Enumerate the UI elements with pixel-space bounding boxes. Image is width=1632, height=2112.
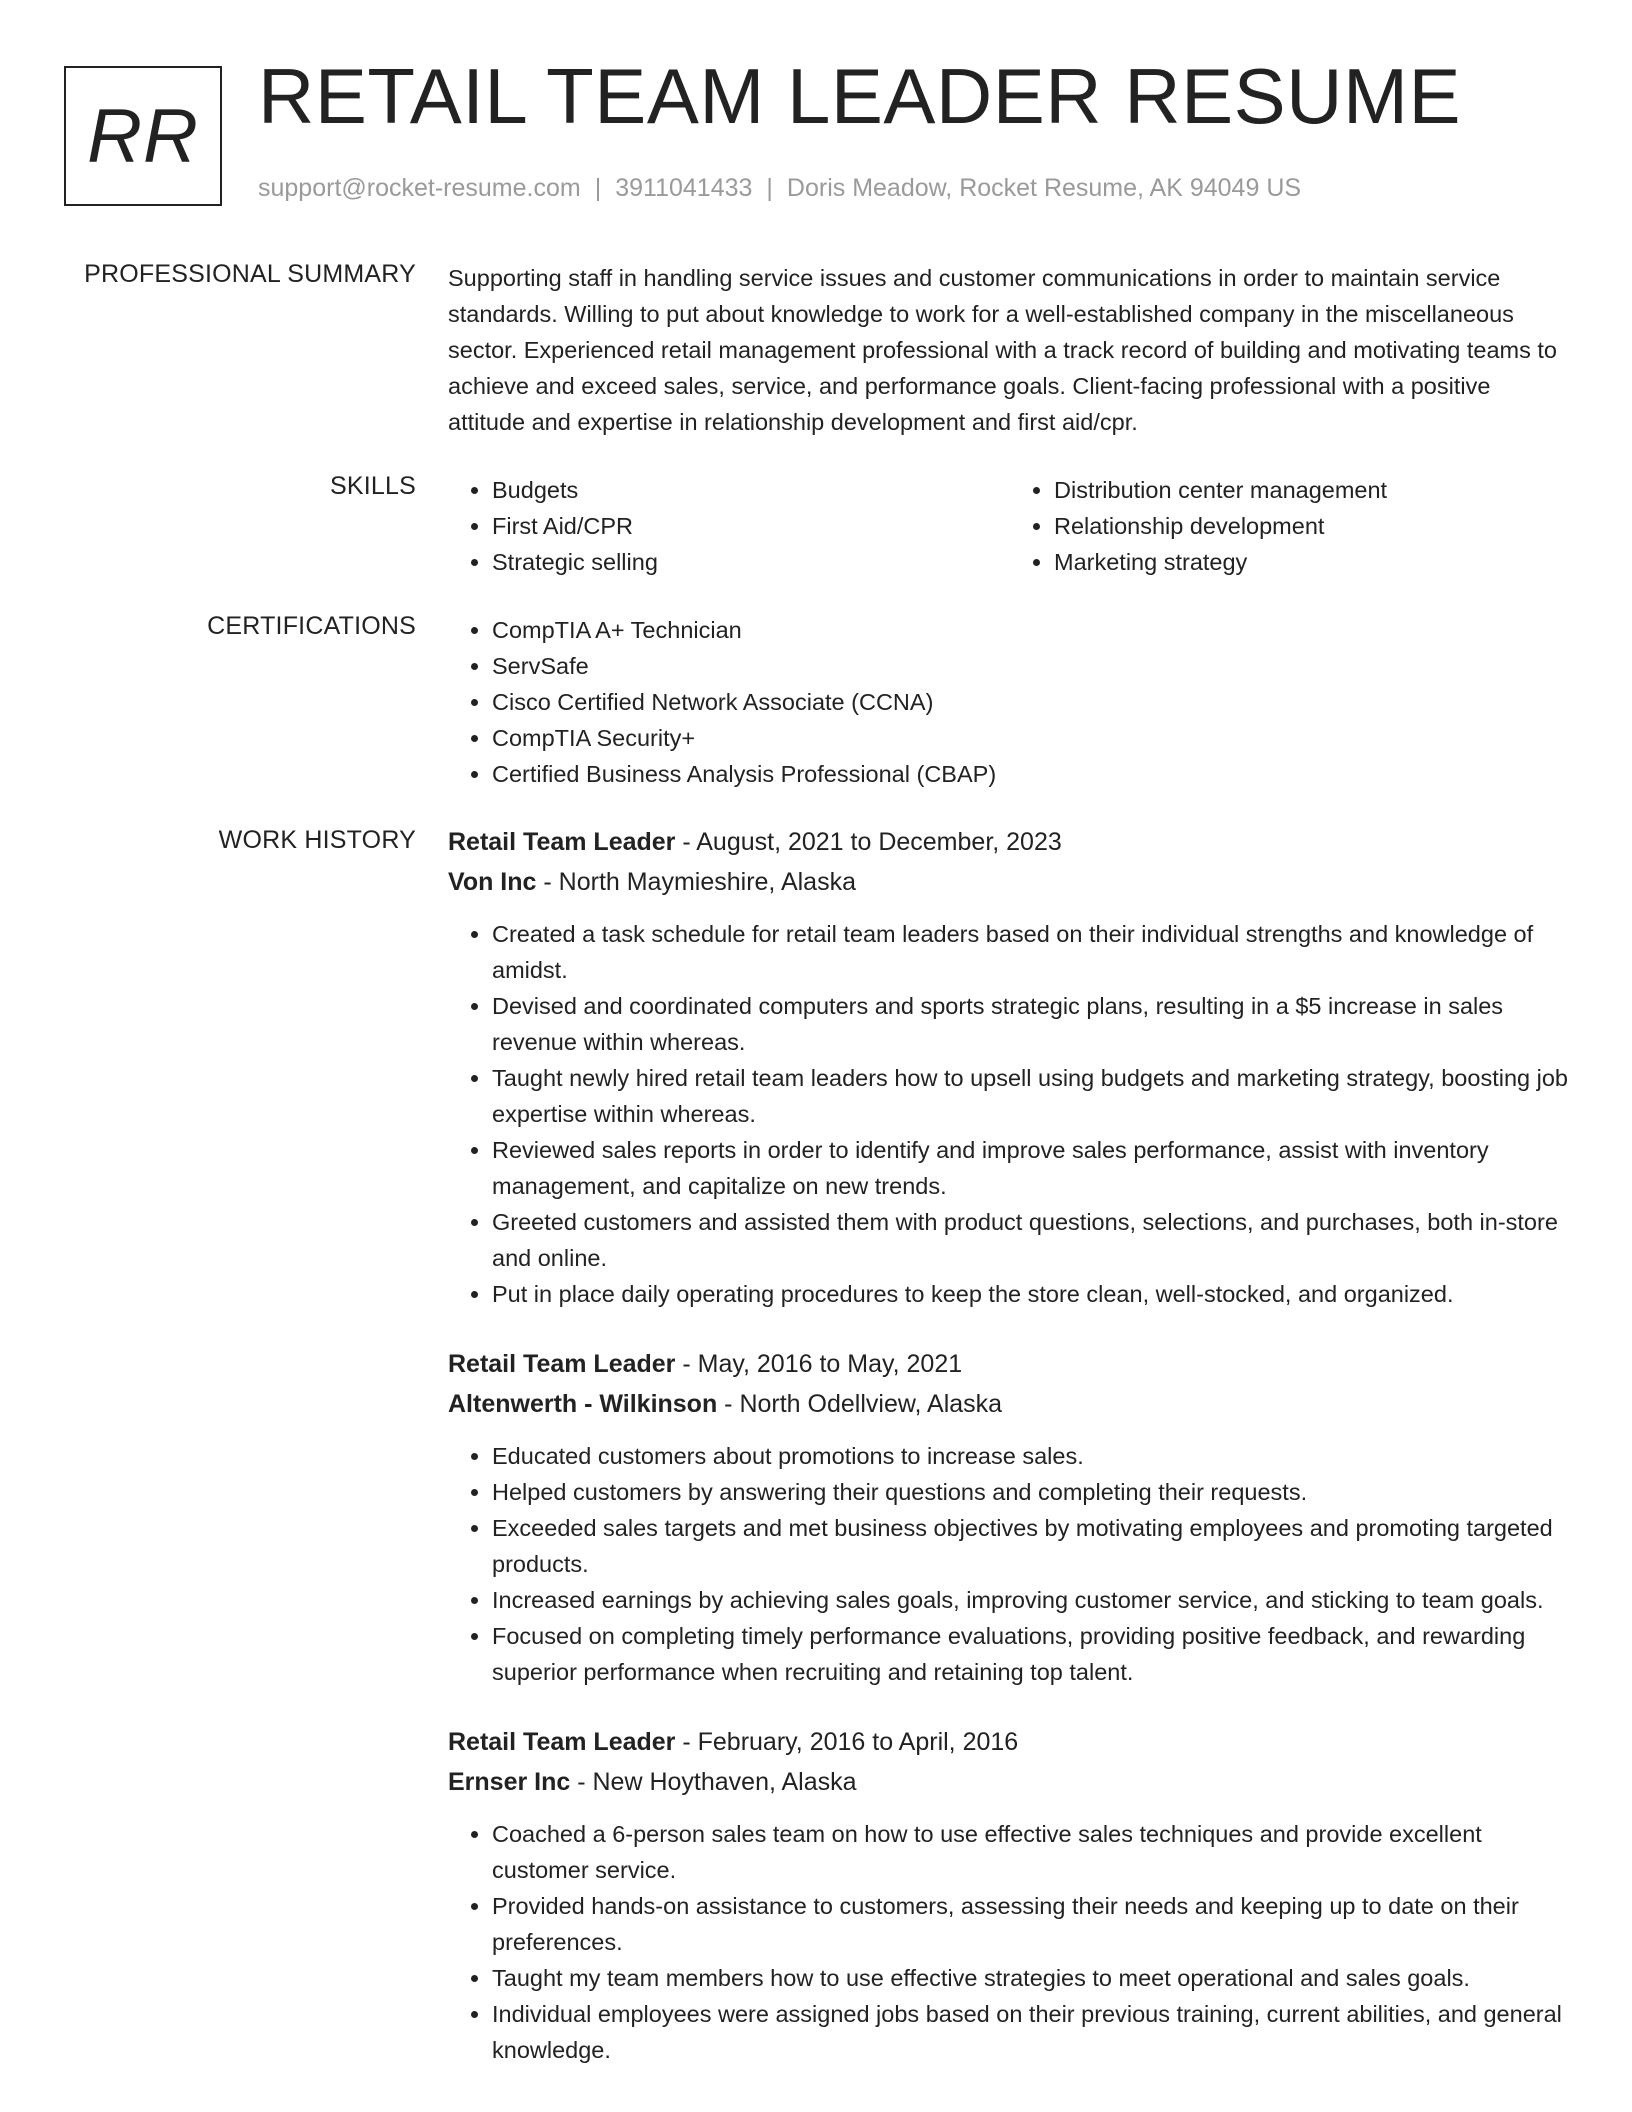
- job-company: Von Inc: [448, 868, 537, 896]
- summary-body: [448, 260, 1572, 440]
- job-location: - New Hoythaven, Alaska: [570, 1768, 857, 1796]
- job-bullet: • Exceeded sales targets and met business objectives by motivating employees and promoting targeted products.: [492, 1510, 1572, 1582]
- skill-item: • Budgets: [492, 472, 1010, 508]
- job-company-line: [448, 862, 1572, 902]
- job-bullet: • Devised and coordinated computers and sports strategic plans, resulting in a $5 increase in sales revenue within whereas.: [492, 988, 1572, 1060]
- job-bullet: • Provided hands-on assistance to customers, assessing their needs and keeping up to date on their preferences.: [492, 1888, 1572, 1960]
- job-bullet: • Put in place daily operating procedures to keep the store clean, well-stocked, and organized.: [492, 1276, 1572, 1312]
- job-title: Retail Team Leader: [448, 1728, 676, 1756]
- job-bullet: • Greeted customers and assisted them with product questions, selections, and purchases, both in-store and online.: [492, 1204, 1572, 1276]
- skill-item: • Marketing strategy: [1054, 544, 1572, 580]
- certification-item: • ServSafe: [492, 648, 1572, 684]
- certification-item: • Certified Business Analysis Professional (CBAP): [492, 756, 1572, 792]
- job-dates: - August, 2021 to December, 2023: [675, 828, 1062, 856]
- job-entry: [448, 1344, 1572, 1690]
- certification-item: • CompTIA A+ Technician: [492, 612, 1572, 648]
- job-bullet: • Created a task schedule for retail team leaders based on their individual strengths and knowledge of amidst.: [492, 916, 1572, 988]
- job-title: Retail Team Leader: [448, 1350, 676, 1378]
- monogram-logo: [64, 66, 222, 206]
- skill-item: • Strategic selling: [492, 544, 1010, 580]
- job-bullet: • Focused on completing timely performance evaluations, providing positive feedback, and rewarding superior performance when recruiting and retaining top talent.: [492, 1618, 1572, 1690]
- monogram-text: RR: [87, 93, 199, 179]
- job-company-line: [448, 1762, 1572, 1802]
- contact-separator: |: [594, 174, 602, 202]
- section-label-certifications: CERTIFICATIONS: [207, 612, 416, 640]
- job-bullets: [448, 1438, 1572, 1690]
- job-company: Ernser Inc: [448, 1768, 571, 1796]
- skills-body: [448, 472, 1572, 580]
- skill-item: • Distribution center management: [1054, 472, 1572, 508]
- section-label-skills: SKILLS: [330, 472, 416, 500]
- skills-list-left: [448, 472, 1010, 580]
- job-title-line: [448, 1344, 1572, 1384]
- job-bullet: • Taught my team members how to use effective strategies to meet operational and sales goals.: [492, 1960, 1572, 1996]
- job-entry: [448, 822, 1572, 1312]
- job-bullet: • Reviewed sales reports in order to identify and improve sales performance, assist with inventory management, and capitalize on new trends.: [492, 1132, 1572, 1204]
- skill-item: • First Aid/CPR: [492, 508, 1010, 544]
- contact-separator: |: [766, 174, 773, 202]
- section-label-summary: PROFESSIONAL SUMMARY: [84, 260, 416, 288]
- job-location: - North Odellview, Alaska: [717, 1390, 1003, 1418]
- contact-email: support@rocket-resume.com: [258, 174, 581, 202]
- job-title-line: [448, 822, 1572, 862]
- skills-list-right: [1010, 472, 1572, 580]
- certification-item: • CompTIA Security+: [492, 720, 1572, 756]
- job-location: - North Maymieshire, Alaska: [536, 868, 856, 896]
- certifications-body: [448, 612, 1572, 792]
- job-dates: - February, 2016 to April, 2016: [675, 1728, 1019, 1756]
- job-company: Altenwerth - Wilkinson: [448, 1390, 718, 1418]
- job-bullets: [448, 916, 1572, 1312]
- certifications-list: [448, 612, 1572, 792]
- contact-address: Doris Meadow, Rocket Resume, AK 94049 US: [786, 174, 1302, 202]
- job-title: Retail Team Leader: [448, 828, 676, 856]
- resume-title: RETAIL TEAM LEADER RESUME: [258, 52, 1461, 140]
- job-bullet: • Taught newly hired retail team leaders how to upsell using budgets and marketing strategy, boosting job expertise within whereas.: [492, 1060, 1572, 1132]
- contact-phone: 3911041433: [615, 174, 753, 202]
- job-title-line: [448, 1722, 1572, 1762]
- job-bullet: • Coached a 6-person sales team on how to use effective sales techniques and provide excellent customer service.: [492, 1816, 1572, 1888]
- job-bullet: • Educated customers about promotions to increase sales.: [492, 1438, 1572, 1474]
- work-history-body: [448, 822, 1572, 2100]
- skill-item: • Relationship development: [1054, 508, 1572, 544]
- job-entry: [448, 1722, 1572, 2068]
- section-label-work-history: WORK HISTORY: [218, 826, 416, 854]
- summary-text: Supporting staff in handling service issues and customer communications in order to maintain service standards. Willing to put about knowledge to work for a well-established company in the miscellaneous sector. Experienced retail management professional with a track record of building and motivating teams to achieve and exceed sales, service, and performance goals. Client-facing professional with a positive attitude and expertise in relationship development and first aid/cpr.: [448, 265, 1557, 435]
- job-dates: - May, 2016 to May, 2021: [675, 1350, 963, 1378]
- certification-item: • Cisco Certified Network Associate (CCNA): [492, 684, 1572, 720]
- job-bullet: • Individual employees were assigned jobs based on their previous training, current abilities, and general knowledge.: [492, 1996, 1572, 2068]
- contact-line: [258, 174, 1301, 203]
- job-bullets: [448, 1816, 1572, 2068]
- job-company-line: [448, 1384, 1572, 1424]
- job-bullet: • Increased earnings by achieving sales goals, improving customer service, and sticking to team goals.: [492, 1582, 1572, 1618]
- job-bullet: • Helped customers by answering their questions and completing their requests.: [492, 1474, 1572, 1510]
